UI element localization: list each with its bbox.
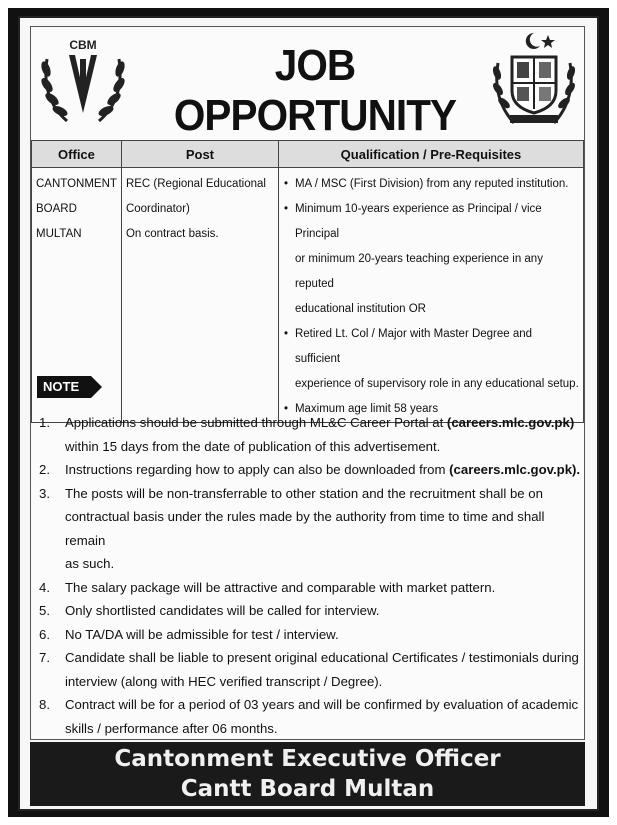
content-box xyxy=(30,26,585,740)
qualification-cell xyxy=(278,168,583,423)
note-number: 7. xyxy=(39,650,50,665)
note-text: The posts will be non-transferrable to other station and the recruitment shall be on xyxy=(65,485,543,501)
notes-list xyxy=(35,411,583,740)
qualification-list xyxy=(283,172,579,422)
header-post: Post xyxy=(121,141,278,168)
note-item xyxy=(35,693,583,740)
note-text: within 15 days from the date of publication of this advertisement. xyxy=(65,438,441,454)
note-text: Contract will be for a period of 03 years and will be confirmed by evaluation of academic xyxy=(65,697,579,712)
page-title: JOB OPPORTUNITY xyxy=(173,41,457,140)
note-text: Instructions regarding how to apply can also be downloaded from xyxy=(65,462,450,477)
note-text: Only shortlisted candidates will be called for interview. xyxy=(65,603,380,618)
office-line: BOARD xyxy=(36,203,77,215)
post-line: On contract basis. xyxy=(125,228,219,240)
portal-link[interactable]: (careers.mlc.gov.pk) xyxy=(446,415,575,430)
note-text: Applications should be submitted through ML&C Career Portal at xyxy=(65,415,447,430)
note-item xyxy=(35,599,583,623)
note-text: The salary package will be attractive and comparable with market pattern. xyxy=(65,579,496,595)
office-line: CANTONMENT xyxy=(36,178,117,190)
note-item xyxy=(35,576,583,600)
note-item xyxy=(35,623,583,647)
header xyxy=(31,27,584,140)
qualification-line: • Retired Lt. Col / Major with Master Degree and sufficient xyxy=(294,328,533,365)
note-text: Candidate shall be liable to present original educational Certificates / testimonials during xyxy=(65,650,579,665)
post-cell xyxy=(121,168,278,423)
note-badge: NOTE xyxy=(37,376,91,398)
note-item xyxy=(35,458,583,482)
note-text: skills / performance after 06 months. xyxy=(65,720,278,736)
qualification-line: • MA / MSC (First Division) from any reputed institution. xyxy=(294,178,569,190)
qualification-line: or minimum 20-years teaching experience in any reputed xyxy=(294,253,543,290)
note-number: 1. xyxy=(39,415,50,430)
note-text: contractual basis under the rules made by the authority from time to time and shall remain xyxy=(65,509,545,548)
emblem-icon xyxy=(490,29,578,129)
table-header-row xyxy=(32,141,584,168)
note-number: 3. xyxy=(39,485,50,501)
note-number: 8. xyxy=(39,697,50,712)
note-number: 6. xyxy=(39,626,50,642)
qualification-item xyxy=(283,197,579,322)
note-item xyxy=(35,482,583,576)
header-office: Office xyxy=(32,141,122,168)
footer-line1: Cantonment Executive Officer xyxy=(114,746,501,772)
advertisement-page xyxy=(18,16,599,811)
note-number: 4. xyxy=(39,579,50,595)
post-line: Coordinator) xyxy=(125,203,190,215)
cbm-logo-text: CBM xyxy=(69,38,97,52)
note-number: 2. xyxy=(39,462,50,477)
job-table xyxy=(31,140,584,423)
office-line: MULTAN xyxy=(36,228,82,240)
note-text: No TA/DA will be admissible for test / interview. xyxy=(65,626,339,642)
note-number: 5. xyxy=(39,603,50,618)
advertisement-frame xyxy=(8,8,609,817)
note-item xyxy=(35,411,583,458)
qualification-line: • Maximum age limit 58 years xyxy=(294,403,439,415)
qualification-line: • Minimum 10-years experience as Principal / vice Principal xyxy=(294,203,542,240)
cbm-logo-icon xyxy=(37,29,129,129)
qualification-item xyxy=(283,172,579,197)
note-text: interview (along with HEC verified transcript / Degree). xyxy=(65,673,383,689)
portal-link[interactable]: (careers.mlc.gov.pk). xyxy=(449,462,581,477)
header-qualification: Qualification / Pre-Requisites xyxy=(278,141,583,168)
post-line: REC (Regional Educational xyxy=(125,178,266,190)
qualification-item xyxy=(283,322,579,397)
table-row xyxy=(32,168,584,423)
note-text: as such. xyxy=(65,556,115,571)
note-item xyxy=(35,646,583,693)
footer-line2: Cantt Board Multan xyxy=(180,776,435,802)
qualification-line: educational institution OR xyxy=(294,303,426,315)
footer-banner xyxy=(30,742,585,806)
qualification-line: experience of supervisory role in any educational setup. xyxy=(294,378,579,390)
